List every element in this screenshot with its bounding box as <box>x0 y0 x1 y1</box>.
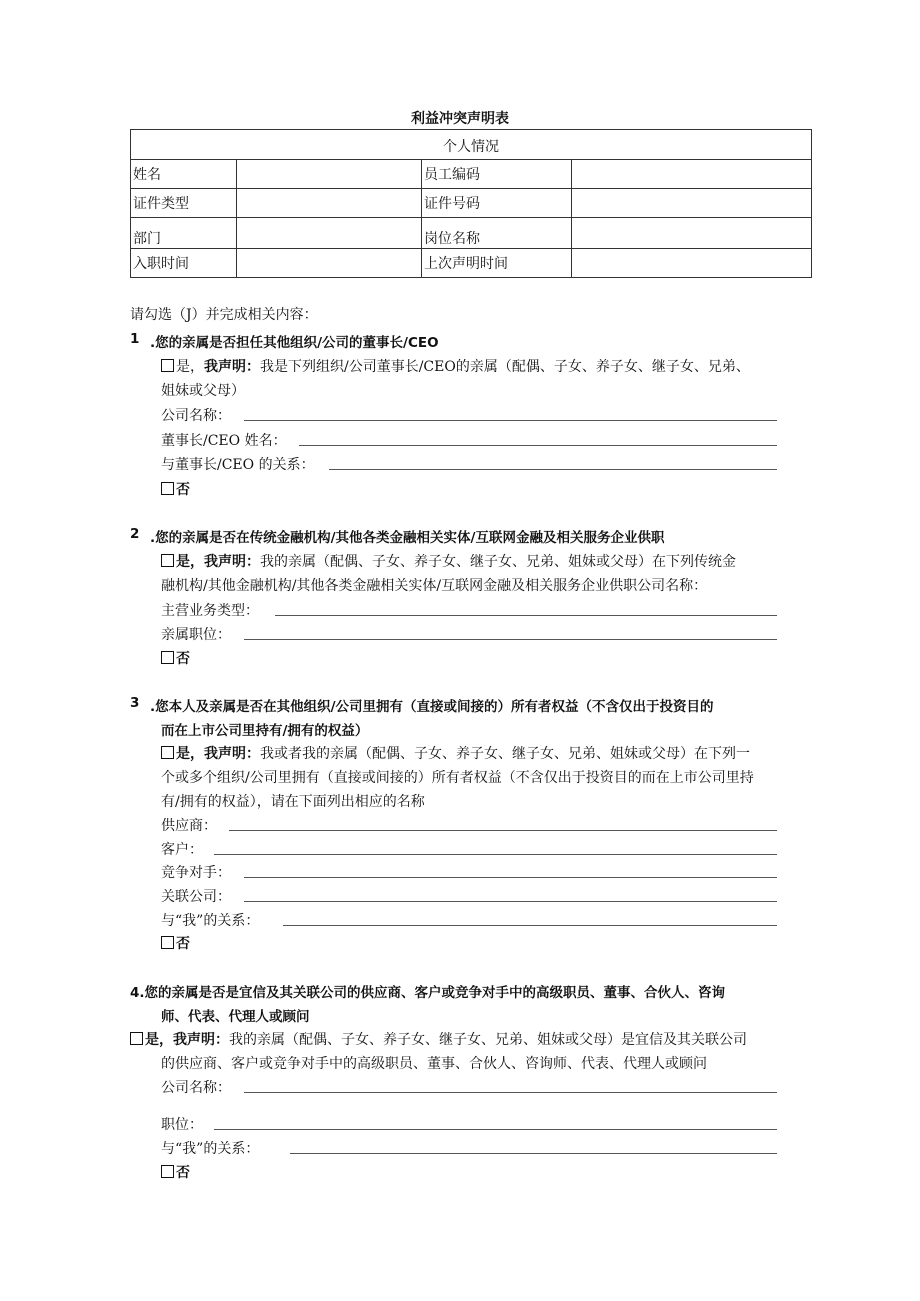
employee-id-field[interactable] <box>572 160 812 189</box>
q3-customer-input[interactable] <box>214 854 777 855</box>
q4-field-label: 职位： <box>161 1117 203 1133</box>
q1-yes-text-cont: 姐妹或父母） <box>161 383 245 399</box>
q3-no-checkbox[interactable] <box>161 936 174 949</box>
q1-number: 1 <box>130 331 140 347</box>
q3-supplier-input[interactable] <box>229 830 777 831</box>
q2-title: .您的亲属是否在传统金融机构/其他各类金融相关实体/互联网金融及相关服务企业供职 <box>150 530 665 546</box>
q4-field-label: 与“我”的关系： <box>161 1141 260 1157</box>
hire-date-field[interactable] <box>237 249 422 278</box>
last-declaration-field[interactable] <box>572 249 812 278</box>
q3-yes-text-cont: 有/拥有的权益），请在下面列出相应的名称 <box>161 794 425 810</box>
id-number-field[interactable] <box>572 189 812 218</box>
label-employee-id: 员工编码 <box>422 160 572 189</box>
q1-no-option[interactable] <box>161 479 190 499</box>
label-id-number: 证件号码 <box>422 189 572 218</box>
q4-yes-text-cont: 的供应商、客户或竞争对手中的高级职员、董事、合伙人、咨询师、代表、代理人或顾问 <box>161 1056 707 1072</box>
q3-title: .您本人及亲属是否在其他组织/公司里拥有（直接或间接的）所有者权益（不含仅出于投资目的 <box>150 699 714 715</box>
q1-yes-label: 是， <box>176 359 204 375</box>
q4-no-checkbox[interactable] <box>161 1165 174 1178</box>
q4-title-cont: 师、代表、代理人或顾问 <box>161 1009 310 1025</box>
q4-company-name-input[interactable] <box>244 1092 777 1093</box>
q2-yes-option[interactable] <box>161 551 736 571</box>
q3-yes-option[interactable] <box>161 743 750 763</box>
id-type-field[interactable] <box>237 189 422 218</box>
q2-field-label: 主营业务类型： <box>161 603 259 619</box>
q4-relation-input[interactable] <box>290 1153 777 1154</box>
personal-info-table <box>130 129 812 278</box>
q3-number: 3 <box>130 695 140 711</box>
position-field[interactable] <box>572 218 812 249</box>
label-last-declaration: 上次声明时间 <box>422 249 572 278</box>
q2-yes-text-cont: 融机构/其他金融机构/其他各类金融相关实体/互联网金融及相关服务企业供职公司名称： <box>161 578 708 594</box>
q4-title: 4.您的亲属是否是宜信及其关联公司的供应商、客户或竞争对手中的高级职员、董事、合伙人、咨询 <box>130 985 726 1001</box>
q3-no-label: 否 <box>176 936 190 952</box>
q1-title: .您的亲属是否担任其他组织/公司的董事长/CEO <box>150 335 439 351</box>
instruction: 请勾选（J）并完成相关内容： <box>130 307 318 323</box>
q1-field-label: 与董事长/CEO 的关系： <box>161 457 315 473</box>
q2-declare-label: 我声明： <box>204 554 260 570</box>
label-position: 岗位名称 <box>422 218 572 249</box>
q4-declare-label: 我声明： <box>173 1032 229 1048</box>
q1-field-label: 董事长/CEO 姓名： <box>161 433 287 449</box>
q4-position-input[interactable] <box>214 1129 777 1130</box>
name-field[interactable] <box>237 160 422 189</box>
q3-yes-checkbox[interactable] <box>161 746 174 759</box>
page-title: 利益冲突声明表 <box>411 111 509 127</box>
q1-declare-label: 我声明： <box>204 359 260 375</box>
label-department: 部门 <box>131 218 237 249</box>
label-hire-date: 入职时间 <box>131 249 237 278</box>
q2-relative-position-input[interactable] <box>244 639 777 640</box>
q3-declare-label: 我声明： <box>204 746 260 762</box>
q3-field-label: 供应商： <box>161 818 217 834</box>
q3-field-label: 关联公司： <box>161 889 231 905</box>
label-id-type: 证件类型 <box>131 189 237 218</box>
q2-field-label: 亲属职位： <box>161 627 231 643</box>
q4-yes-checkbox[interactable] <box>130 1032 143 1045</box>
q2-no-label: 否 <box>176 651 190 667</box>
q3-yes-text-cont: 个或多个组织/公司里拥有（直接或间接的）所有者权益（不含仅出于投资目的而在上市公司里持 <box>161 770 754 786</box>
q2-yes-text: 我的亲属（配偶、子女、养子女、继子女、兄弟、姐妹或父母）在下列传统金 <box>260 554 736 570</box>
q3-field-label: 竞争对手： <box>161 865 231 881</box>
q4-yes-option[interactable] <box>130 1029 747 1049</box>
q2-business-type-input[interactable] <box>275 615 777 616</box>
q1-no-checkbox[interactable] <box>161 482 174 495</box>
q3-affiliate-input[interactable] <box>244 901 777 902</box>
q3-yes-text: 我或者我的亲属（配偶、子女、养子女、继子女、兄弟、姐妹或父母）在下列一 <box>260 746 750 762</box>
q1-yes-text: 我是下列组织/公司董事长/CEO的亲属（配偶、子女、养子女、继子女、兄弟、 <box>260 359 750 375</box>
q2-number: 2 <box>130 526 140 542</box>
q1-yes-checkbox[interactable] <box>161 359 174 372</box>
q1-relation-input[interactable] <box>329 469 777 470</box>
q1-field-label: 公司名称： <box>161 408 231 424</box>
q1-company-name-input[interactable] <box>244 420 777 421</box>
q3-field-label: 与“我”的关系： <box>161 913 260 929</box>
q1-ceo-name-input[interactable] <box>299 445 777 446</box>
q1-yes-option[interactable] <box>161 356 750 376</box>
q2-yes-checkbox[interactable] <box>161 554 174 567</box>
q4-no-option[interactable] <box>161 1162 190 1182</box>
q4-no-label: 否 <box>176 1165 190 1181</box>
q3-no-option[interactable] <box>161 933 190 953</box>
q3-competitor-input[interactable] <box>244 877 777 878</box>
personal-info-header: 个人情况 <box>131 130 812 160</box>
department-field[interactable] <box>237 218 422 249</box>
q1-no-label: 否 <box>176 482 190 498</box>
q4-yes-text: 我的亲属（配偶、子女、养子女、继子女、兄弟、姐妹或父母）是宜信及其关联公司 <box>229 1032 747 1048</box>
q3-title-cont: 而在上市公司里持有/拥有的权益） <box>161 723 369 739</box>
label-name: 姓名 <box>131 160 237 189</box>
q3-field-label: 客户： <box>161 842 203 858</box>
q4-field-label: 公司名称： <box>161 1080 231 1096</box>
q3-relation-input[interactable] <box>283 925 777 926</box>
q2-no-option[interactable] <box>161 648 190 668</box>
q2-no-checkbox[interactable] <box>161 651 174 664</box>
q3-yes-label: 是， <box>176 746 204 762</box>
q2-yes-label: 是， <box>176 554 204 570</box>
q4-yes-label: 是， <box>145 1032 173 1048</box>
